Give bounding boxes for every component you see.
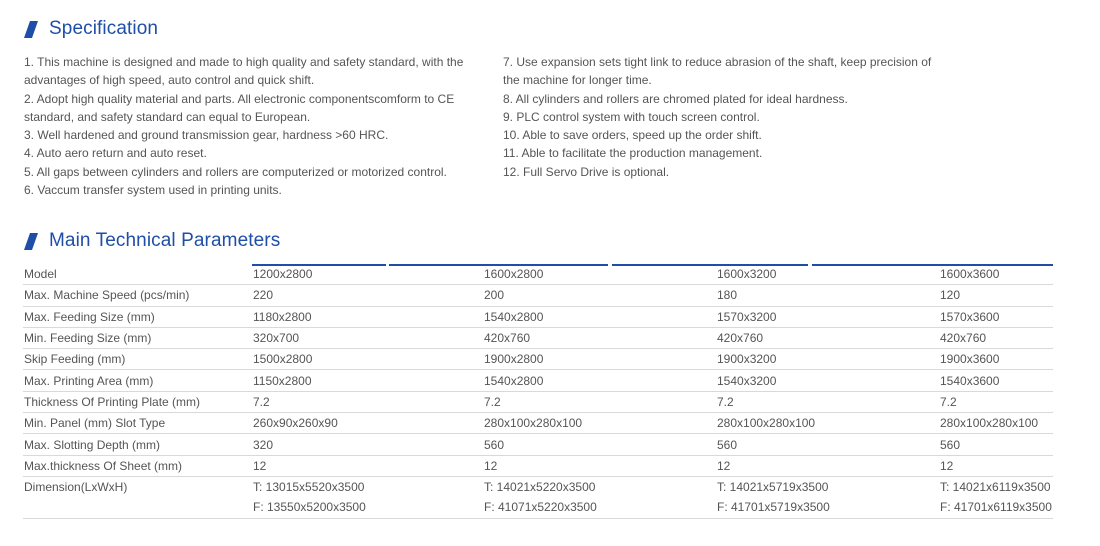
parameter-value: 12 — [687, 455, 910, 476]
parameter-label: Min. Panel (mm) Slot Type — [23, 413, 223, 434]
parameter-value: 1600x2800 — [454, 264, 687, 285]
parameter-value: F: 41701x5719x3500 — [687, 497, 910, 518]
parameter-value: 280x100x280x100 — [687, 413, 910, 434]
parameter-label: Max.thickness Of Sheet (mm) — [23, 455, 223, 476]
parameter-label: Dimension(LxWxH) — [24, 480, 128, 495]
parameter-value: 1570x3600 — [910, 306, 1053, 327]
parameter-value: 1500x2800 — [223, 349, 454, 370]
parameter-value: 560 — [454, 434, 687, 455]
parameter-value: T: 14021x6119x3500 — [940, 480, 1051, 495]
specification-item: 8. All cylinders and rollers are chromed plated for ideal hardness. — [503, 91, 848, 106]
table-row — [23, 349, 1053, 370]
parameter-value: F: 41701x6119x3500 — [910, 497, 1053, 518]
parameter-value: 320x700 — [223, 327, 454, 348]
parameter-value: 1150x2800 — [223, 370, 454, 391]
specification-item: 12. Full Servo Drive is optional. — [503, 164, 670, 179]
parameter-value: 12 — [910, 455, 1053, 476]
parameter-value: 7.2 — [687, 391, 910, 412]
parameter-value: 1200x2800 — [223, 264, 454, 285]
table-row — [23, 497, 1053, 518]
specification-item: 2. Adopt high quality material and parts. All electronic componentscomform to CE standard, and safety standard can equal to European. — [24, 91, 455, 124]
specification-list-left — [24, 53, 469, 199]
parameter-label: Max. Slotting Depth (mm) — [23, 434, 223, 455]
parameter-value: 560 — [910, 434, 1053, 455]
parameter-value: 1900x3600 — [910, 349, 1053, 370]
parameter-value: 1900x3200 — [687, 349, 910, 370]
specification-item: 9. PLC control system with touch screen control. — [503, 109, 760, 124]
parameter-value: 280x100x280x100 — [454, 413, 687, 434]
parameter-value: 560 — [687, 434, 910, 455]
table-row — [23, 413, 1053, 434]
parameter-value: F: 13550x5200x3500 — [223, 497, 454, 518]
parameters-title: Main Technical Parameters — [49, 230, 281, 251]
specification-item: 5. All gaps between cylinders and rollers are computerized or motorized control. — [24, 164, 447, 179]
parameter-value: 7.2 — [223, 391, 454, 412]
parameter-value: 7.2 — [910, 391, 1053, 412]
parameter-value: T: 14021x5220x3500 — [484, 480, 596, 495]
parameter-label: Max. Printing Area (mm) — [23, 370, 223, 391]
table-row — [23, 476, 1053, 497]
parameter-value: 1540x2800 — [454, 370, 687, 391]
specification-item: 1. This machine is designed and made to high quality and safety standard, with the advantages of high speed, auto control and quick shift. — [24, 55, 464, 88]
parameters-heading — [23, 230, 280, 252]
table-row — [23, 455, 1053, 476]
parameter-value: 12 — [223, 455, 454, 476]
specification-title: Specification — [49, 18, 159, 39]
parameter-label: Max. Feeding Size (mm) — [23, 306, 223, 327]
parameter-value: 420x760 — [454, 327, 687, 348]
parameter-value: 200 — [454, 285, 687, 306]
parameter-value: 260x90x260x90 — [223, 413, 454, 434]
slash-marker-icon — [23, 21, 41, 38]
parameter-value: T: 14021x5719x3500 — [717, 480, 829, 495]
parameter-label: Model — [23, 264, 223, 285]
parameter-value: 420x760 — [687, 327, 910, 348]
parameter-label: Thickness Of Printing Plate (mm) — [23, 391, 223, 412]
parameter-value: 220 — [223, 285, 454, 306]
parameter-label: Min. Feeding Size (mm) — [23, 327, 223, 348]
parameter-value: 1900x2800 — [454, 349, 687, 370]
specification-item: 6. Vaccum transfer system used in printing units. — [24, 183, 282, 198]
specification-item: 10. Able to save orders, speed up the order shift. — [503, 128, 762, 143]
parameter-value: 1540x3200 — [687, 370, 910, 391]
table-row — [23, 391, 1053, 412]
table-row — [23, 327, 1053, 348]
table-row — [23, 306, 1053, 327]
parameter-value: 1600x3200 — [687, 264, 910, 285]
parameter-value: 320 — [223, 434, 454, 455]
parameter-value: 12 — [454, 455, 687, 476]
parameter-value: T: 13015x5520x3500 — [253, 480, 365, 495]
table-row — [23, 285, 1053, 306]
parameter-value: 120 — [910, 285, 1053, 306]
slash-marker-icon — [23, 233, 41, 250]
parameter-value: 1540x3600 — [910, 370, 1053, 391]
parameter-label: Skip Feeding (mm) — [23, 349, 223, 370]
parameter-value: 1570x3200 — [687, 306, 910, 327]
specification-heading — [23, 18, 158, 40]
specification-item: 7. Use expansion sets tight link to reduce abrasion of the shaft, keep precision of the machine for longer time. — [503, 55, 932, 88]
parameter-value: F: 41071x5220x3500 — [454, 497, 687, 518]
parameter-value: 280x100x280x100 — [910, 413, 1053, 434]
parameter-value: 1180x2800 — [223, 306, 454, 327]
parameter-value: 180 — [687, 285, 910, 306]
empty-cell — [23, 497, 223, 518]
specification-item: 11. Able to facilitate the production management. — [503, 146, 763, 161]
parameter-value: 420x760 — [910, 327, 1053, 348]
parameter-value: 7.2 — [454, 391, 687, 412]
parameter-value: 1540x2800 — [454, 306, 687, 327]
specification-item: 4. Auto aero return and auto reset. — [24, 146, 207, 161]
parameter-value: 1600x3600 — [910, 264, 1053, 285]
parameters-table — [23, 264, 1053, 519]
parameter-label: Max. Machine Speed (pcs/min) — [23, 285, 223, 306]
table-row — [23, 370, 1053, 391]
table-row — [23, 434, 1053, 455]
specification-item: 3. Well hardened and ground transmission gear, hardness >60 HRC. — [24, 128, 389, 143]
specification-list-right — [503, 53, 943, 181]
table-row — [23, 264, 1053, 285]
